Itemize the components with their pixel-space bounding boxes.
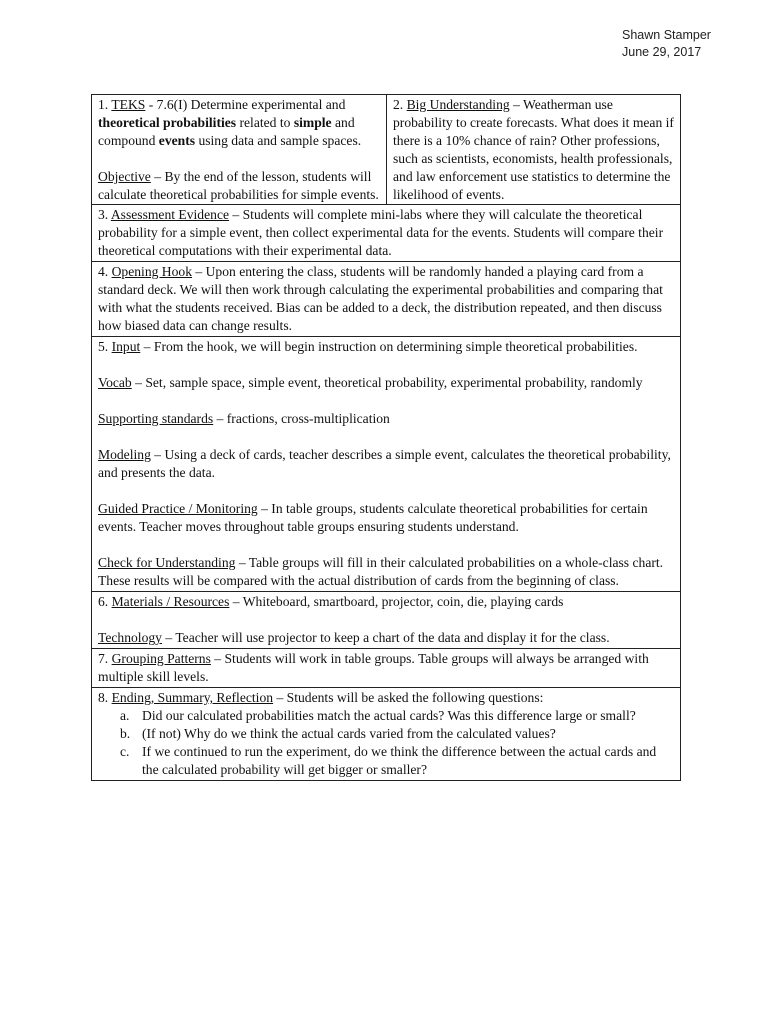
big-understanding-text: – Weatherman use probability to create forecasts. What does it mean if there is a 10% chance of rain? Other professions, such as scientists, economists, health professionals, and law enforcement use statistics to determine the likelihood of events. [393, 97, 674, 202]
teks-bold: simple [293, 115, 332, 130]
teks-label: TEKS [111, 97, 146, 112]
big-understanding-cell [387, 95, 680, 204]
assessment-evidence-label: Assessment Evidence [110, 207, 230, 222]
lesson-plan-table [91, 94, 681, 781]
guided-practice-label: Guided Practice / Monitoring [98, 501, 258, 516]
objective-text: – By the end of the lesson, students will calculate theoretical probabilities for simple events. [98, 169, 379, 202]
input-row [92, 336, 680, 591]
teks-text: - 7.6(I) Determine experimental and [145, 97, 346, 112]
modeling-text: – Using a deck of cards, teacher describes a simple event, calculates the theoretical probability, and presents the data. [98, 447, 671, 480]
grouping-patterns-row [92, 648, 680, 687]
question-text: Did our calculated probabilities match the actual cards? Was this difference large or small? [142, 708, 636, 723]
question-text: (If not) Why do we think the actual cards varied from the calculated values? [142, 726, 556, 741]
big-understanding-label: Big Understanding [406, 97, 510, 112]
section-number: 1. [98, 97, 112, 112]
section-number: 3. [98, 207, 111, 222]
materials-label: Materials / Resources [111, 594, 230, 609]
list-marker: a. [120, 708, 130, 723]
grouping-patterns-label: Grouping Patterns [111, 651, 211, 666]
row-1-2 [92, 95, 680, 204]
guided-practice-text: – In table groups, students calculate theoretical probabilities for certain events. Teacher moves throughout table groups ensuring students understand. [98, 501, 648, 534]
question-text: If we continued to run the experiment, do we think the difference between the actual cards and the calculated probability will get bigger or smaller? [142, 744, 657, 777]
materials-row [92, 591, 680, 648]
big-understanding-paragraph [393, 96, 674, 204]
vocab-text: – Set, sample space, simple event, theoretical probability, experimental probability, randomly [131, 375, 643, 390]
grouping-patterns-text: – Students will work in table groups. Table groups will always be arranged with multiple skill levels. [98, 651, 649, 684]
input-text: – From the hook, we will begin instruction on determining simple theoretical probabilities. [140, 339, 638, 354]
ending-text: – Students will be asked the following questions: [273, 690, 544, 705]
section-number: 2. [393, 97, 407, 112]
section-number: 8. [98, 690, 112, 705]
supporting-standards-text: – fractions, cross-multiplication [213, 411, 390, 426]
section-number: 5. [98, 339, 112, 354]
supporting-standards-label: Supporting standards [98, 411, 214, 426]
section-number: 6. [98, 594, 112, 609]
opening-hook-text: – Upon entering the class, students will be randomly handed a playing card from a standard deck. We will then work through calculating the experimental probabilities and comparing that with what the students received. Bias can be added to a deck, the distribution repeated, and then discuss how biased data can change results. [98, 264, 663, 333]
vocab-label: Vocab [98, 375, 132, 390]
section-number: 4. [98, 264, 112, 279]
document-date: June 29, 2017 [622, 45, 702, 59]
reflection-questions [98, 707, 674, 779]
section-number: 7. [98, 651, 112, 666]
teks-paragraph [98, 96, 380, 150]
document-header [622, 27, 711, 61]
teks-cell [92, 95, 387, 204]
teks-text: using data and sample spaces. [195, 133, 362, 148]
modeling-label: Modeling [98, 447, 151, 462]
list-item [120, 743, 674, 779]
input-label: Input [111, 339, 141, 354]
assessment-evidence-text: – Students will complete mini-labs where they will calculate the theoretical probability for a simple event, then collect experimental data for the events. Students will compare their theoretical computations with their experimental data. [98, 207, 664, 258]
objective-paragraph [98, 168, 380, 204]
materials-text: – Whiteboard, smartboard, projector, coin, die, playing cards [229, 594, 564, 609]
teks-text: related to [236, 115, 294, 130]
ending-row [92, 687, 680, 780]
opening-hook-row [92, 261, 680, 336]
assessment-evidence-row [92, 204, 680, 261]
technology-label: Technology [98, 630, 162, 645]
teks-bold: events [158, 133, 196, 148]
list-marker: b. [120, 726, 131, 741]
check-for-understanding-text: – Table groups will fill in their calculated probabilities on a whole-class chart. These results will be compared with the actual distribution of cards from the beginning of class. [98, 555, 664, 588]
list-item [120, 707, 674, 725]
check-for-understanding-label: Check for Understanding [98, 555, 236, 570]
author-name: Shawn Stamper [622, 28, 711, 42]
teks-text: and compound [98, 115, 355, 148]
list-item [120, 725, 674, 743]
teks-bold: theoretical probabilities [98, 115, 237, 130]
technology-text: – Teacher will use projector to keep a chart of the data and display it for the class. [161, 630, 610, 645]
opening-hook-label: Opening Hook [111, 264, 193, 279]
ending-label: Ending, Summary, Reflection [111, 690, 274, 705]
objective-label: Objective [98, 169, 151, 184]
list-marker: c. [120, 744, 130, 759]
